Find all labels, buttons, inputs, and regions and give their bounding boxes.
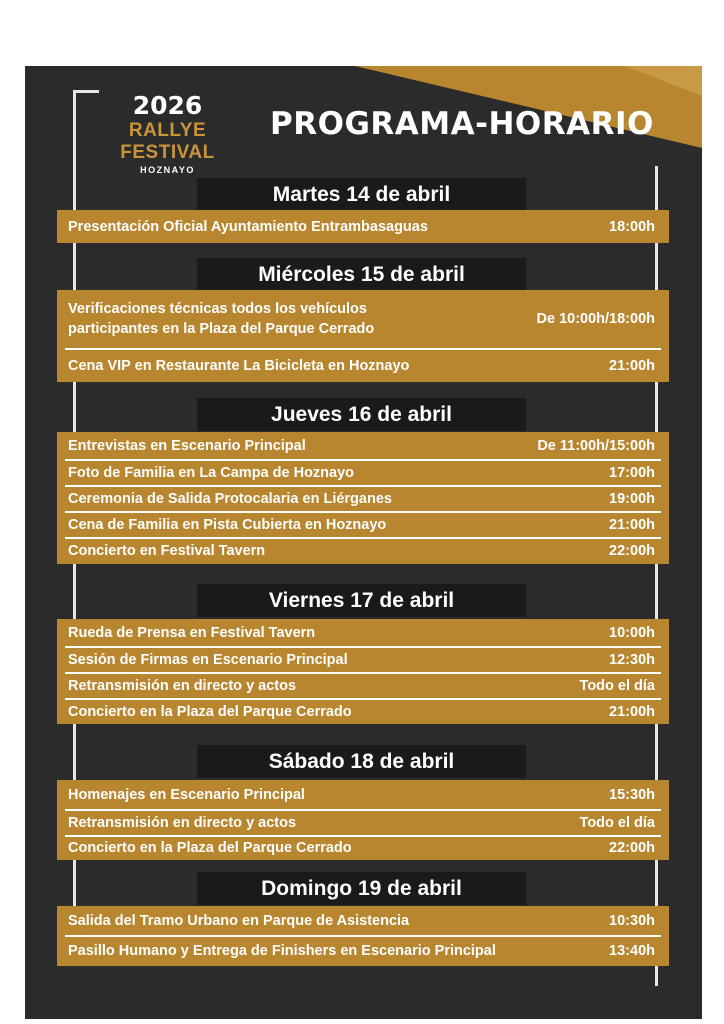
day-block-jueves xyxy=(57,432,669,564)
event-time: De 11:00h/15:00h xyxy=(537,437,655,454)
event-time: De 10:00h/18:00h xyxy=(536,311,655,327)
event-name: Concierto en Festival Tavern xyxy=(68,542,266,559)
event-time: 15:30h xyxy=(609,786,655,803)
logo-subtitle: HOZNAYO xyxy=(140,165,195,175)
schedule-row xyxy=(57,350,669,382)
schedule-row xyxy=(57,782,669,807)
event-time: 21:00h xyxy=(609,358,655,374)
schedule-row xyxy=(57,937,669,965)
event-name: Concierto en la Plaza del Parque Cerrado xyxy=(68,840,352,856)
schedule-row xyxy=(57,810,669,835)
page-title: PROGRAMA-HORARIO xyxy=(270,106,654,142)
event-name: Presentación Oficial Ayuntamiento Entrambasaguas xyxy=(68,218,428,235)
event-name: Foto de Familia en La Campa de Hoznayo xyxy=(68,464,355,481)
schedule-row xyxy=(57,460,669,485)
schedule-row xyxy=(57,673,669,698)
schedule-row xyxy=(57,538,669,563)
rallye-festival-logo xyxy=(85,92,250,176)
day-block-viernes xyxy=(57,619,669,724)
event-time: Todo el día xyxy=(579,677,655,694)
day-block-miercoles xyxy=(57,290,669,382)
event-time: 12:30h xyxy=(609,651,655,668)
event-name: Salida del Tramo Urbano en Parque de Asistencia xyxy=(68,913,410,929)
event-name: Rueda de Prensa en Festival Tavern xyxy=(68,624,316,641)
event-name: Sesión de Firmas en Escenario Principal xyxy=(68,651,348,668)
event-name: Entrevistas en Escenario Principal xyxy=(68,437,306,454)
schedule-row xyxy=(57,647,669,672)
day-header-martes: Martes 14 de abril xyxy=(197,178,526,211)
event-time: Todo el día xyxy=(579,814,655,831)
day-header-miercoles: Miércoles 15 de abril xyxy=(197,258,526,291)
logo-name: RALLYE FESTIVAL xyxy=(120,120,215,163)
day-block-martes xyxy=(57,210,669,243)
day-header-viernes: Viernes 17 de abril xyxy=(197,584,526,617)
event-name: Ceremonia de Salida Protocalaria en Liérganes xyxy=(68,490,392,507)
event-time: 17:00h xyxy=(609,464,655,481)
schedule-row xyxy=(57,486,669,511)
event-time: 18:00h xyxy=(609,218,655,235)
event-name: Cena de Familia en Pista Cubierta en Hoznayo xyxy=(68,516,387,533)
event-name: Retransmisión en directo y actos xyxy=(68,814,297,831)
schedule-row xyxy=(57,699,669,724)
day-block-sabado xyxy=(57,780,669,860)
event-name: Verificaciones técnicas todos los vehículos participantes en la Plaza del Parque Cerrado xyxy=(68,301,375,337)
event-time: 22:00h xyxy=(609,840,655,856)
event-time: 10:30h xyxy=(609,913,655,929)
logo-year: 2026 xyxy=(132,91,203,120)
day-header-sabado: Sábado 18 de abril xyxy=(197,745,526,778)
schedule-row xyxy=(57,433,669,458)
schedule-row xyxy=(57,512,669,537)
event-name: Concierto en la Plaza del Parque Cerrado xyxy=(68,703,352,720)
schedule-row xyxy=(57,210,669,243)
event-name: Retransmisión en directo y actos xyxy=(68,677,297,694)
day-header-jueves: Jueves 16 de abril xyxy=(197,398,526,431)
event-time: 10:00h xyxy=(609,624,655,641)
event-time: 21:00h xyxy=(609,703,655,720)
schedule-row xyxy=(57,836,669,860)
event-name: Cena VIP en Restaurante La Bicicleta en Hoznayo xyxy=(68,358,410,374)
day-block-domingo xyxy=(57,906,669,966)
event-time: 22:00h xyxy=(609,542,655,559)
schedule-row xyxy=(57,290,669,348)
frame-right-line xyxy=(655,166,658,986)
schedule-row xyxy=(57,620,669,645)
event-name: Pasillo Humano y Entrega de Finishers en Escenario Principal xyxy=(68,943,496,959)
event-time: 19:00h xyxy=(609,490,655,507)
day-header-domingo: Domingo 19 de abril xyxy=(197,872,526,905)
poster xyxy=(25,66,702,1019)
schedule-row xyxy=(57,908,669,934)
event-name: Homenajes en Escenario Principal xyxy=(68,786,305,803)
event-time: 21:00h xyxy=(609,516,655,533)
event-time: 13:40h xyxy=(609,943,655,959)
